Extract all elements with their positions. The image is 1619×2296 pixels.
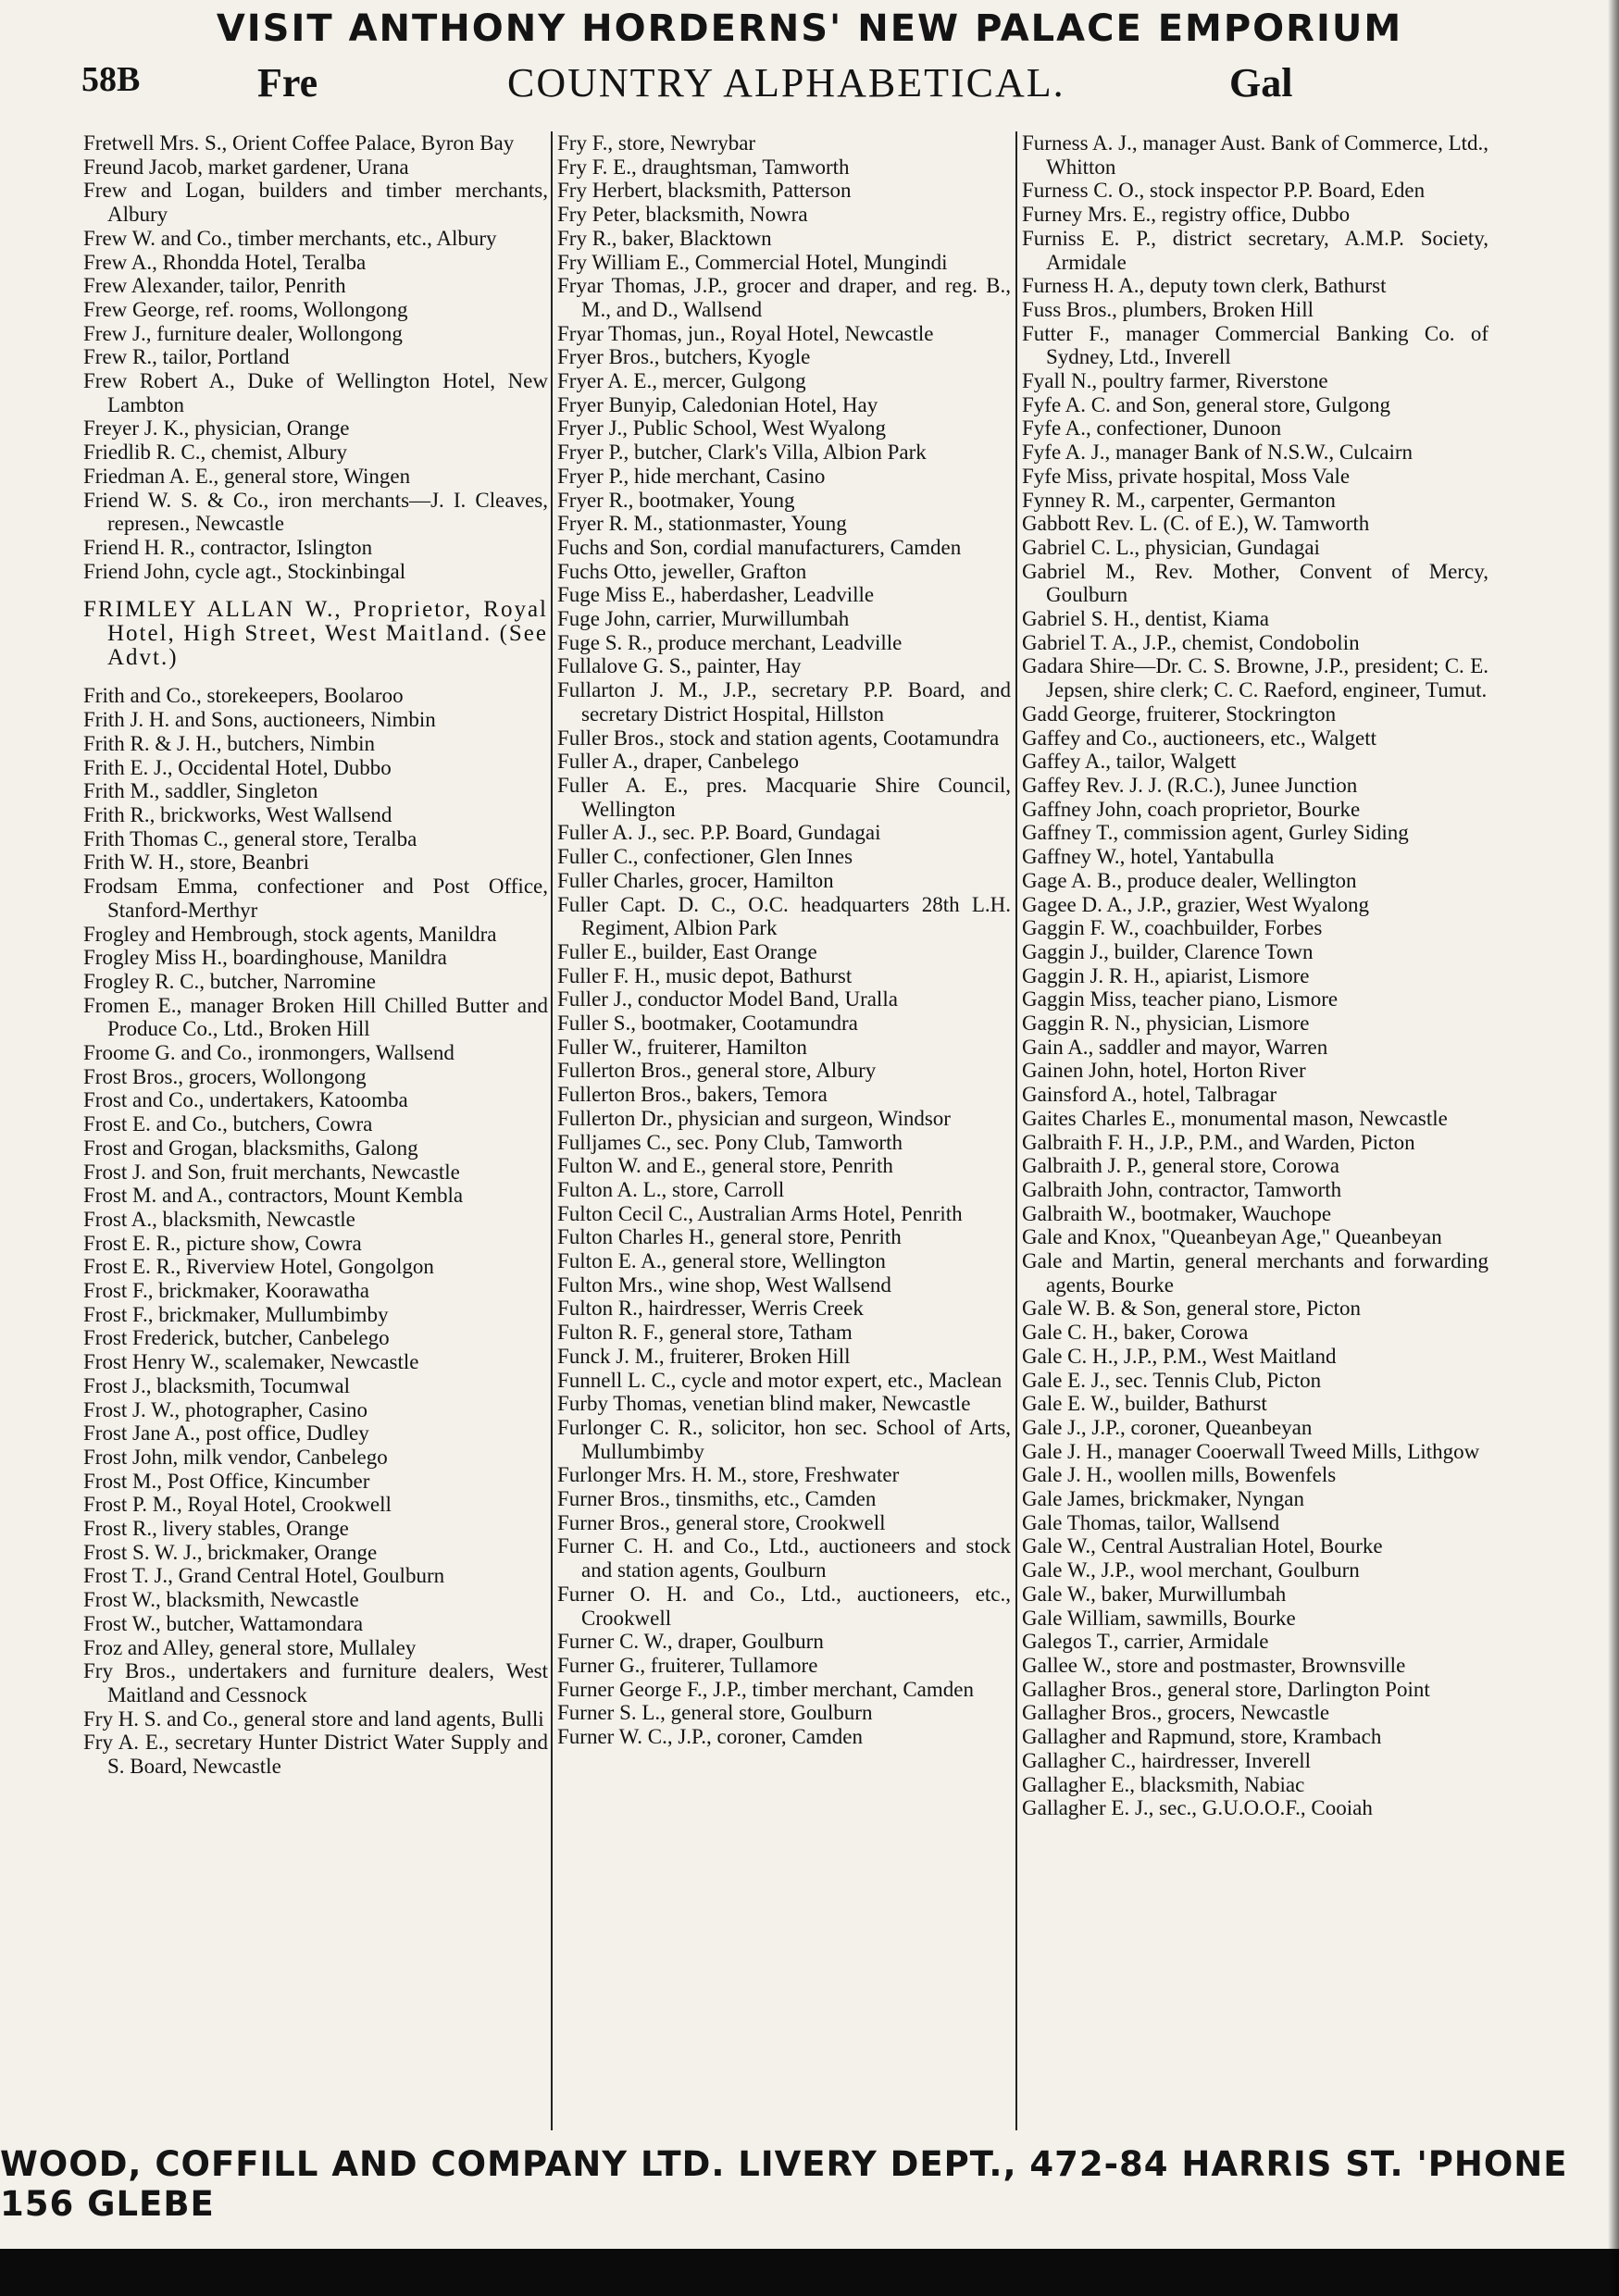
directory-entry: Fry F., store, Newrybar xyxy=(557,131,756,155)
directory-entry: Galbraith J. P., general store, Corowa xyxy=(1022,1154,1340,1178)
directory-entry: Gale W., J.P., wool merchant, Goulburn xyxy=(1022,1558,1360,1582)
directory-entry: Furner S. L., general store, Goulburn xyxy=(557,1701,873,1725)
directory-entry: Fuge S. R., produce merchant, Leadville xyxy=(557,630,903,654)
directory-entry: Fulton R. F., general store, Tatham xyxy=(557,1321,853,1345)
directory-entry: Fullerton Dr., physician and surgeon, Windsor xyxy=(557,1106,951,1130)
directory-entry: Frew and Logan, builders and timber merchants, Albury xyxy=(83,179,548,227)
directory-entry: Frogley Miss H., boardinghouse, Manildra xyxy=(83,946,447,970)
directory-entry: Fuchs Otto, jeweller, Grafton xyxy=(557,559,807,583)
directory-entry: Frith M., saddler, Singleton xyxy=(83,779,318,803)
directory-entry: Fromen E., manager Broken Hill Chilled Butter and Produce Co., Ltd., Broken Hill xyxy=(83,993,548,1041)
directory-entry: Gabriel M., Rev. Mother, Convent of Mercy, Goulburn xyxy=(1022,559,1488,607)
directory-entry: Fullerton Bros., general store, Albury xyxy=(557,1059,877,1083)
directory-entry: Fuller F. H., music depot, Bathurst xyxy=(557,963,853,987)
directory-entry: Gale J. H., woollen mills, Bowenfels xyxy=(1022,1463,1337,1487)
directory-entry: Fry Bros., undertakers and furniture dealers, West Maitland and Cessnock xyxy=(83,1659,548,1706)
directory-entry: Gale C. H., baker, Corowa xyxy=(1022,1321,1249,1345)
directory-entry: Funnell L. C., cycle and motor expert, etc., Maclean xyxy=(557,1368,1003,1392)
directory-entry: Fryer P., butcher, Clark's Villa, Albion Park xyxy=(557,441,927,465)
directory-entry: Frost M. and A., contractors, Mount Kembla xyxy=(83,1184,464,1208)
directory-entry: Gaggin F. W., coachbuilder, Forbes xyxy=(1022,916,1323,940)
directory-entry: Furby Thomas, venetian blind maker, Newcastle xyxy=(557,1392,971,1416)
directory-entry: Frost W., blacksmith, Newcastle xyxy=(83,1588,359,1612)
directory-entry: Furner C. W., draper, Goulburn xyxy=(557,1630,824,1654)
directory-column-1 xyxy=(83,131,548,2135)
directory-entry: Fryer Bunyip, Caledonian Hotel, Hay xyxy=(557,392,878,416)
directory-column-2 xyxy=(557,131,1011,2135)
directory-entry: Frost T. J., Grand Central Hotel, Goulburn xyxy=(83,1564,445,1588)
directory-entry: Fulton E. A., general store, Wellington xyxy=(557,1249,886,1273)
directory-entry: Gaffney T., commission agent, Gurley Siding xyxy=(1022,821,1409,845)
directory-entry: Gaffey Rev. J. J. (R.C.), Junee Junction xyxy=(1022,773,1358,797)
directory-entry: Frost J., blacksmith, Tocumwal xyxy=(83,1373,351,1397)
directory-entry: Gaggin J. R. H., apiarist, Lismore xyxy=(1022,963,1310,987)
directory-entry: Frost E. and Co., butchers, Cowra xyxy=(83,1112,373,1136)
directory-entry: Fyfe A. J., manager Bank of N.S.W., Culcairn xyxy=(1022,441,1414,465)
directory-entry: Gallagher Bros., grocers, Newcastle xyxy=(1022,1701,1330,1725)
scan-shadow xyxy=(1608,0,1619,2296)
page-number: 58B xyxy=(81,60,141,99)
directory-entry: Gallagher E. J., sec., G.U.O.O.F., Cooiah xyxy=(1022,1796,1373,1820)
directory-entry: Furlonger C. R., solicitor, hon sec. School of Arts, Mullumbimby xyxy=(557,1415,1011,1463)
directory-entry: Friedman A. E., general store, Wingen xyxy=(83,464,411,488)
directory-entry: Gain A., saddler and mayor, Warren xyxy=(1022,1035,1328,1059)
directory-entry: Gallagher C., hairdresser, Inverell xyxy=(1022,1748,1312,1772)
directory-entry: Gale E. J., sec. Tennis Club, Picton xyxy=(1022,1368,1322,1392)
directory-entry: Gale J., J.P., coroner, Queanbeyan xyxy=(1022,1415,1313,1439)
directory-entry: Fuller A. J., sec. P.P. Board, Gundagai xyxy=(557,821,881,845)
directory-entry: Froz and Alley, general store, Mullaley xyxy=(83,1635,417,1659)
directory-entry: Frost W., butcher, Wattamondara xyxy=(83,1611,364,1635)
directory-entry: Furniss E. P., district secretary, A.M.P. Society, Armidale xyxy=(1022,226,1488,274)
directory-entry: Fryer R. M., stationmaster, Young xyxy=(557,512,847,536)
directory-entry: Furness A. J., manager Aust. Bank of Commerce, Ltd., Whitton xyxy=(1022,131,1488,179)
directory-entry: Fuller J., conductor Model Band, Uralla xyxy=(557,987,898,1011)
directory-entry: Gadara Shire—Dr. C. S. Browne, J.P., president; C. E. Jepsen, shire clerk; C. C. Raeford, engineer, Tumut. xyxy=(1022,654,1488,702)
directory-entry: Fryar Thomas, J.P., grocer and draper, and reg. B., M., and D., Wallsend xyxy=(557,274,1011,321)
directory-entry: Frost R., livery stables, Orange xyxy=(83,1517,349,1541)
directory-entry: Galbraith F. H., J.P., P.M., and Warden, Picton xyxy=(1022,1130,1415,1154)
directory-entry: Furner O. H. and Co., Ltd., auctioneers, etc., Crookwell xyxy=(557,1582,1011,1630)
directory-entry: Furner Bros., tinsmiths, etc., Camden xyxy=(557,1487,877,1511)
directory-entry: Frost Jane A., post office, Dudley xyxy=(83,1421,369,1446)
directory-entry: Fryer J., Public School, West Wyalong xyxy=(557,416,886,441)
directory-entry: Frost M., Post Office, Kincumber xyxy=(83,1469,370,1493)
directory-entry: Fyfe A., confectioner, Dunoon xyxy=(1022,416,1282,441)
running-head xyxy=(81,59,1488,115)
directory-entry: Friend W. S. & Co., iron merchants—J. I. Cleaves, represen., Newcastle xyxy=(83,488,548,536)
directory-entry: Fullarton J. M., J.P., secretary P.P. Board, and secretary District Hospital, Hillston xyxy=(557,678,1011,726)
directory-entry: Gabriel C. L., physician, Gundagai xyxy=(1022,535,1320,559)
directory-entry: Gabbott Rev. L. (C. of E.), W. Tamworth xyxy=(1022,512,1370,536)
directory-entry: Furner G., fruiterer, Tullamore xyxy=(557,1654,818,1677)
directory-entry: Fretwell Mrs. S., Orient Coffee Palace, Byron Bay xyxy=(83,131,515,155)
directory-entry: Furner Bros., general store, Crookwell xyxy=(557,1510,886,1534)
directory-entry: Frith and Co., storekeepers, Boolaroo xyxy=(83,684,404,708)
directory-entry: Fry A. E., secretary Hunter District Water Supply and S. Board, Newcastle xyxy=(83,1731,548,1779)
directory-entry: Frost A., blacksmith, Newcastle xyxy=(83,1207,355,1231)
directory-entry: Fuchs and Son, cordial manufacturers, Camden xyxy=(557,535,962,559)
directory-entry: Fulton A. L., store, Carroll xyxy=(557,1177,785,1201)
directory-entry: Fuller Bros., stock and station agents, Cootamundra xyxy=(557,726,1000,750)
directory-entry: Frew W. and Co., timber merchants, etc., Albury xyxy=(83,226,497,250)
directory-entry: Gaites Charles E., monumental mason, Newcastle xyxy=(1022,1106,1448,1130)
directory-entry: Frost J. and Son, fruit merchants, Newcastle xyxy=(83,1160,460,1184)
directory-entry: Frith R., brickworks, West Wallsend xyxy=(83,802,392,826)
directory-entry: Fyfe A. C. and Son, general store, Gulgong xyxy=(1022,392,1390,416)
directory-entry: Frost E. R., Riverview Hotel, Gongolgon xyxy=(83,1255,434,1279)
directory-entry: Frost Henry W., scalemaker, Newcastle xyxy=(83,1350,419,1374)
directory-entry: Gaffney John, coach proprietor, Bourke xyxy=(1022,797,1361,821)
directory-entry: Frith W. H., store, Beanbri xyxy=(83,850,310,875)
directory-entry: Fry F. E., draughtsman, Tamworth xyxy=(557,155,850,179)
directory-entry: Fulton W. and E., general store, Penrith xyxy=(557,1154,893,1178)
directory-entry: Fullerton Bros., bakers, Temora xyxy=(557,1083,828,1107)
directory-entry: Froome G. and Co., ironmongers, Wallsend xyxy=(83,1041,455,1065)
scan-border xyxy=(0,2249,1619,2296)
directory-entry: Gallagher and Rapmund, store, Krambach xyxy=(1022,1725,1382,1749)
directory-entry: Frost J. W., photographer, Casino xyxy=(83,1397,368,1421)
directory-entry: FRIMLEY ALLAN W., Proprietor, Royal Hotel, High Street, West Maitland. (See Advt.) xyxy=(83,597,548,670)
directory-entry: Gale E. W., builder, Bathurst xyxy=(1022,1392,1267,1416)
directory-entry: Gale W. B. & Son, general store, Picton xyxy=(1022,1297,1362,1321)
directory-entry: Frew Alexander, tailor, Penrith xyxy=(83,274,346,298)
directory-entry: Fryar Thomas, jun., Royal Hotel, Newcastle xyxy=(557,321,934,345)
directory-entry: Gale C. H., J.P., P.M., West Maitland xyxy=(1022,1344,1337,1368)
directory-entry: Fry R., baker, Blacktown xyxy=(557,226,772,250)
directory-entry: Galbraith John, contractor, Tamworth xyxy=(1022,1177,1342,1201)
directory-entry: Galegos T., carrier, Armidale xyxy=(1022,1630,1269,1654)
directory-entry: Frost and Grogan, blacksmiths, Galong xyxy=(83,1136,418,1160)
directory-entry: Gaggin R. N., physician, Lismore xyxy=(1022,1011,1310,1036)
directory-entry: Furner George F., J.P., timber merchant, Camden xyxy=(557,1677,974,1701)
directory-entry: Frew A., Rhondda Hotel, Teralba xyxy=(83,250,367,274)
directory-entry: Frew R., tailor, Portland xyxy=(83,345,290,369)
directory-entry: Fulton R., hairdresser, Werris Creek xyxy=(557,1297,864,1321)
directory-entry: Fryer A. E., mercer, Gulgong xyxy=(557,369,806,393)
directory-entry: Frith Thomas C., general store, Teralba xyxy=(83,826,417,850)
directory-entry: Fuller A. E., pres. Macquarie Shire Council, Wellington xyxy=(557,773,1011,821)
directory-entry: Fynney R. M., carpenter, Germanton xyxy=(1022,488,1336,512)
directory-entry: Gale Thomas, tailor, Wallsend xyxy=(1022,1510,1280,1534)
directory-entry: Fulton Cecil C., Australian Arms Hotel, Penrith xyxy=(557,1201,963,1225)
column-divider xyxy=(551,131,553,2130)
directory-entry: Furney Mrs. E., registry office, Dubbo xyxy=(1022,203,1351,227)
directory-entry: Frew J., furniture dealer, Wollongong xyxy=(83,321,403,345)
directory-entry: Fyall N., poultry farmer, Riverstone xyxy=(1022,369,1328,393)
directory-entry: Gale and Martin, general merchants and forwarding agents, Bourke xyxy=(1022,1249,1488,1297)
directory-entry: Fyfe Miss, private hospital, Moss Vale xyxy=(1022,464,1351,488)
directory-entry: Gale and Knox, "Queanbeyan Age," Queanbeyan xyxy=(1022,1225,1442,1249)
directory-entry: Fulton Charles H., general store, Penrith xyxy=(557,1225,902,1249)
directory-entry: Fulljames C., sec. Pony Club, Tamworth xyxy=(557,1130,903,1154)
directory-entry: Fryer P., hide merchant, Casino xyxy=(557,464,826,488)
directory-entry: Friend H. R., contractor, Islington xyxy=(83,535,373,559)
directory-entry: Fuller Charles, grocer, Hamilton xyxy=(557,868,834,892)
directory-entry: Freyer J. K., physician, Orange xyxy=(83,416,350,441)
directory-entry: Frith E. J., Occidental Hotel, Dubbo xyxy=(83,755,392,779)
first-entry-guide: Fre xyxy=(257,60,318,105)
directory-entry: Fry Peter, blacksmith, Nowra xyxy=(557,203,808,227)
directory-entry: Frost Frederick, butcher, Canbelego xyxy=(83,1326,390,1350)
directory-entry: Fry H. S. and Co., general store and land agents, Bulli xyxy=(83,1706,544,1731)
directory-entry: Frost P. M., Royal Hotel, Crookwell xyxy=(83,1493,392,1517)
directory-entry: Frost F., brickmaker, Koorawatha xyxy=(83,1279,369,1303)
directory-entry: Fuller S., bootmaker, Cootamundra xyxy=(557,1011,858,1036)
directory-entry: Fulton Mrs., wine shop, West Wallsend xyxy=(557,1272,891,1297)
directory-entry: Frodsam Emma, confectioner and Post Office, Stanford-Merthyr xyxy=(83,875,548,922)
directory-listing xyxy=(83,131,1490,2135)
directory-entry: Furlonger Mrs. H. M., store, Freshwater xyxy=(557,1463,900,1487)
advertisement-banner-bottom: WOOD, COFFILL AND COMPANY LTD. LIVERY DEPT., 472-84 HARRIS ST. 'PHONE 156 GLEBE xyxy=(0,2144,1568,2224)
directory-entry: Frost F., brickmaker, Mullumbimby xyxy=(83,1302,389,1326)
directory-entry: Gale W., Central Australian Hotel, Bourke xyxy=(1022,1534,1383,1558)
directory-entry: Fuller A., draper, Canbelego xyxy=(557,750,799,774)
directory-entry: Fryer Bros., butchers, Kyogle xyxy=(557,345,811,369)
directory-entry: Furness H. A., deputy town clerk, Bathurst xyxy=(1022,274,1387,298)
directory-entry: Gage A. B., produce dealer, Wellington xyxy=(1022,868,1357,892)
directory-entry: Fry William E., Commercial Hotel, Mungindi xyxy=(557,250,948,274)
directory-entry: Frost and Co., undertakers, Katoomba xyxy=(83,1088,408,1112)
directory-entry: Frew George, ref. rooms, Wollongong xyxy=(83,297,408,321)
directory-entry: Gallee W., store and postmaster, Brownsville xyxy=(1022,1654,1406,1677)
directory-entry: Fuller W., fruiterer, Hamilton xyxy=(557,1035,807,1059)
directory-entry: Gaggin J., builder, Clarence Town xyxy=(1022,939,1314,963)
directory-entry: Furner C. H. and Co., Ltd., auctioneers and stock and station agents, Goulburn xyxy=(557,1534,1011,1582)
directory-entry: Frogley and Hembrough, stock agents, Manildra xyxy=(83,922,497,946)
directory-entry: Friedlib R. C., chemist, Albury xyxy=(83,441,347,465)
directory-entry: Fry Herbert, blacksmith, Patterson xyxy=(557,179,852,203)
column-divider xyxy=(1015,131,1017,2130)
directory-entry: Friend John, cycle agt., Stockinbingal xyxy=(83,559,406,583)
directory-entry: Gainen John, hotel, Horton River xyxy=(1022,1059,1306,1083)
directory-column-3 xyxy=(1022,131,1488,2135)
directory-entry: Frost Bros., grocers, Wollongong xyxy=(83,1064,367,1088)
directory-entry: Frith R. & J. H., butchers, Nimbin xyxy=(83,731,375,755)
directory-entry: Frost John, milk vendor, Canbelego xyxy=(83,1445,388,1469)
directory-entry: Fuller Capt. D. C., O.C. headquarters 28th L.H. Regiment, Albion Park xyxy=(557,892,1011,940)
directory-entry: Frew Robert A., Duke of Wellington Hotel, New Lambton xyxy=(83,369,548,416)
directory-entry: Gaffey and Co., auctioneers, etc., Walgett xyxy=(1022,726,1377,750)
directory-entry: Gaffney W., hotel, Yantabulla xyxy=(1022,845,1275,869)
directory-entry: Gadd George, fruiterer, Stockrington xyxy=(1022,701,1337,726)
directory-entry: Fuge John, carrier, Murwillumbah xyxy=(557,607,850,631)
directory-entry: Funck J. M., fruiterer, Broken Hill xyxy=(557,1344,851,1368)
directory-entry: Fuller C., confectioner, Glen Innes xyxy=(557,845,853,869)
directory-entry: Gaggin Miss, teacher piano, Lismore xyxy=(1022,987,1339,1011)
section-title: COUNTRY ALPHABETICAL. xyxy=(507,60,1065,105)
directory-entry: Gallagher Bros., general store, Darlington Point xyxy=(1022,1677,1430,1701)
directory-entry: Gaffey A., tailor, Walgett xyxy=(1022,750,1237,774)
directory-entry: Gallagher E., blacksmith, Nabiac xyxy=(1022,1772,1305,1796)
directory-entry: Gabriel T. A., J.P., chemist, Condobolin xyxy=(1022,630,1360,654)
directory-entry: Gale James, brickmaker, Nyngan xyxy=(1022,1487,1304,1511)
directory-entry: Furness C. O., stock inspector P.P. Board, Eden xyxy=(1022,179,1426,203)
directory-entry: Gale W., baker, Murwillumbah xyxy=(1022,1582,1287,1606)
directory-entry: Frost E. R., picture show, Cowra xyxy=(83,1231,362,1255)
directory-entry: Galbraith W., bootmaker, Wauchope xyxy=(1022,1201,1332,1225)
directory-entry: Gagee D. A., J.P., grazier, West Wyalong xyxy=(1022,892,1370,916)
directory-entry: Freund Jacob, market gardener, Urana xyxy=(83,155,409,179)
directory-entry: Fullalove G. S., painter, Hay xyxy=(557,654,802,678)
last-entry-guide: Gal xyxy=(1229,60,1293,105)
directory-entry: Frogley R. C., butcher, Narromine xyxy=(83,969,376,993)
directory-entry: Fuss Bros., plumbers, Broken Hill xyxy=(1022,297,1314,321)
directory-entry: Fuller E., builder, East Orange xyxy=(557,939,817,963)
directory-entry: Gabriel S. H., dentist, Kiama xyxy=(1022,607,1270,631)
directory-entry: Frith J. H. and Sons, auctioneers, Nimbin xyxy=(83,708,436,732)
directory-entry: Gale William, sawmills, Bourke xyxy=(1022,1606,1296,1630)
directory-entry: Fryer R., bootmaker, Young xyxy=(557,488,795,512)
advertisement-banner-top: VISIT ANTHONY HORDERNS' NEW PALACE EMPORIUM xyxy=(216,7,1403,50)
directory-entry: Gale J. H., manager Cooerwall Tweed Mills, Lithgow xyxy=(1022,1439,1480,1463)
directory-entry: Fuge Miss E., haberdasher, Leadville xyxy=(557,583,875,607)
directory-entry: Furner W. C., J.P., coroner, Camden xyxy=(557,1725,863,1749)
directory-entry: Frost S. W. J., brickmaker, Orange xyxy=(83,1540,378,1564)
directory-entry: Futter F., manager Commercial Banking Co. of Sydney, Ltd., Inverell xyxy=(1022,321,1488,369)
directory-entry: Gainsford A., hotel, Talbragar xyxy=(1022,1083,1277,1107)
